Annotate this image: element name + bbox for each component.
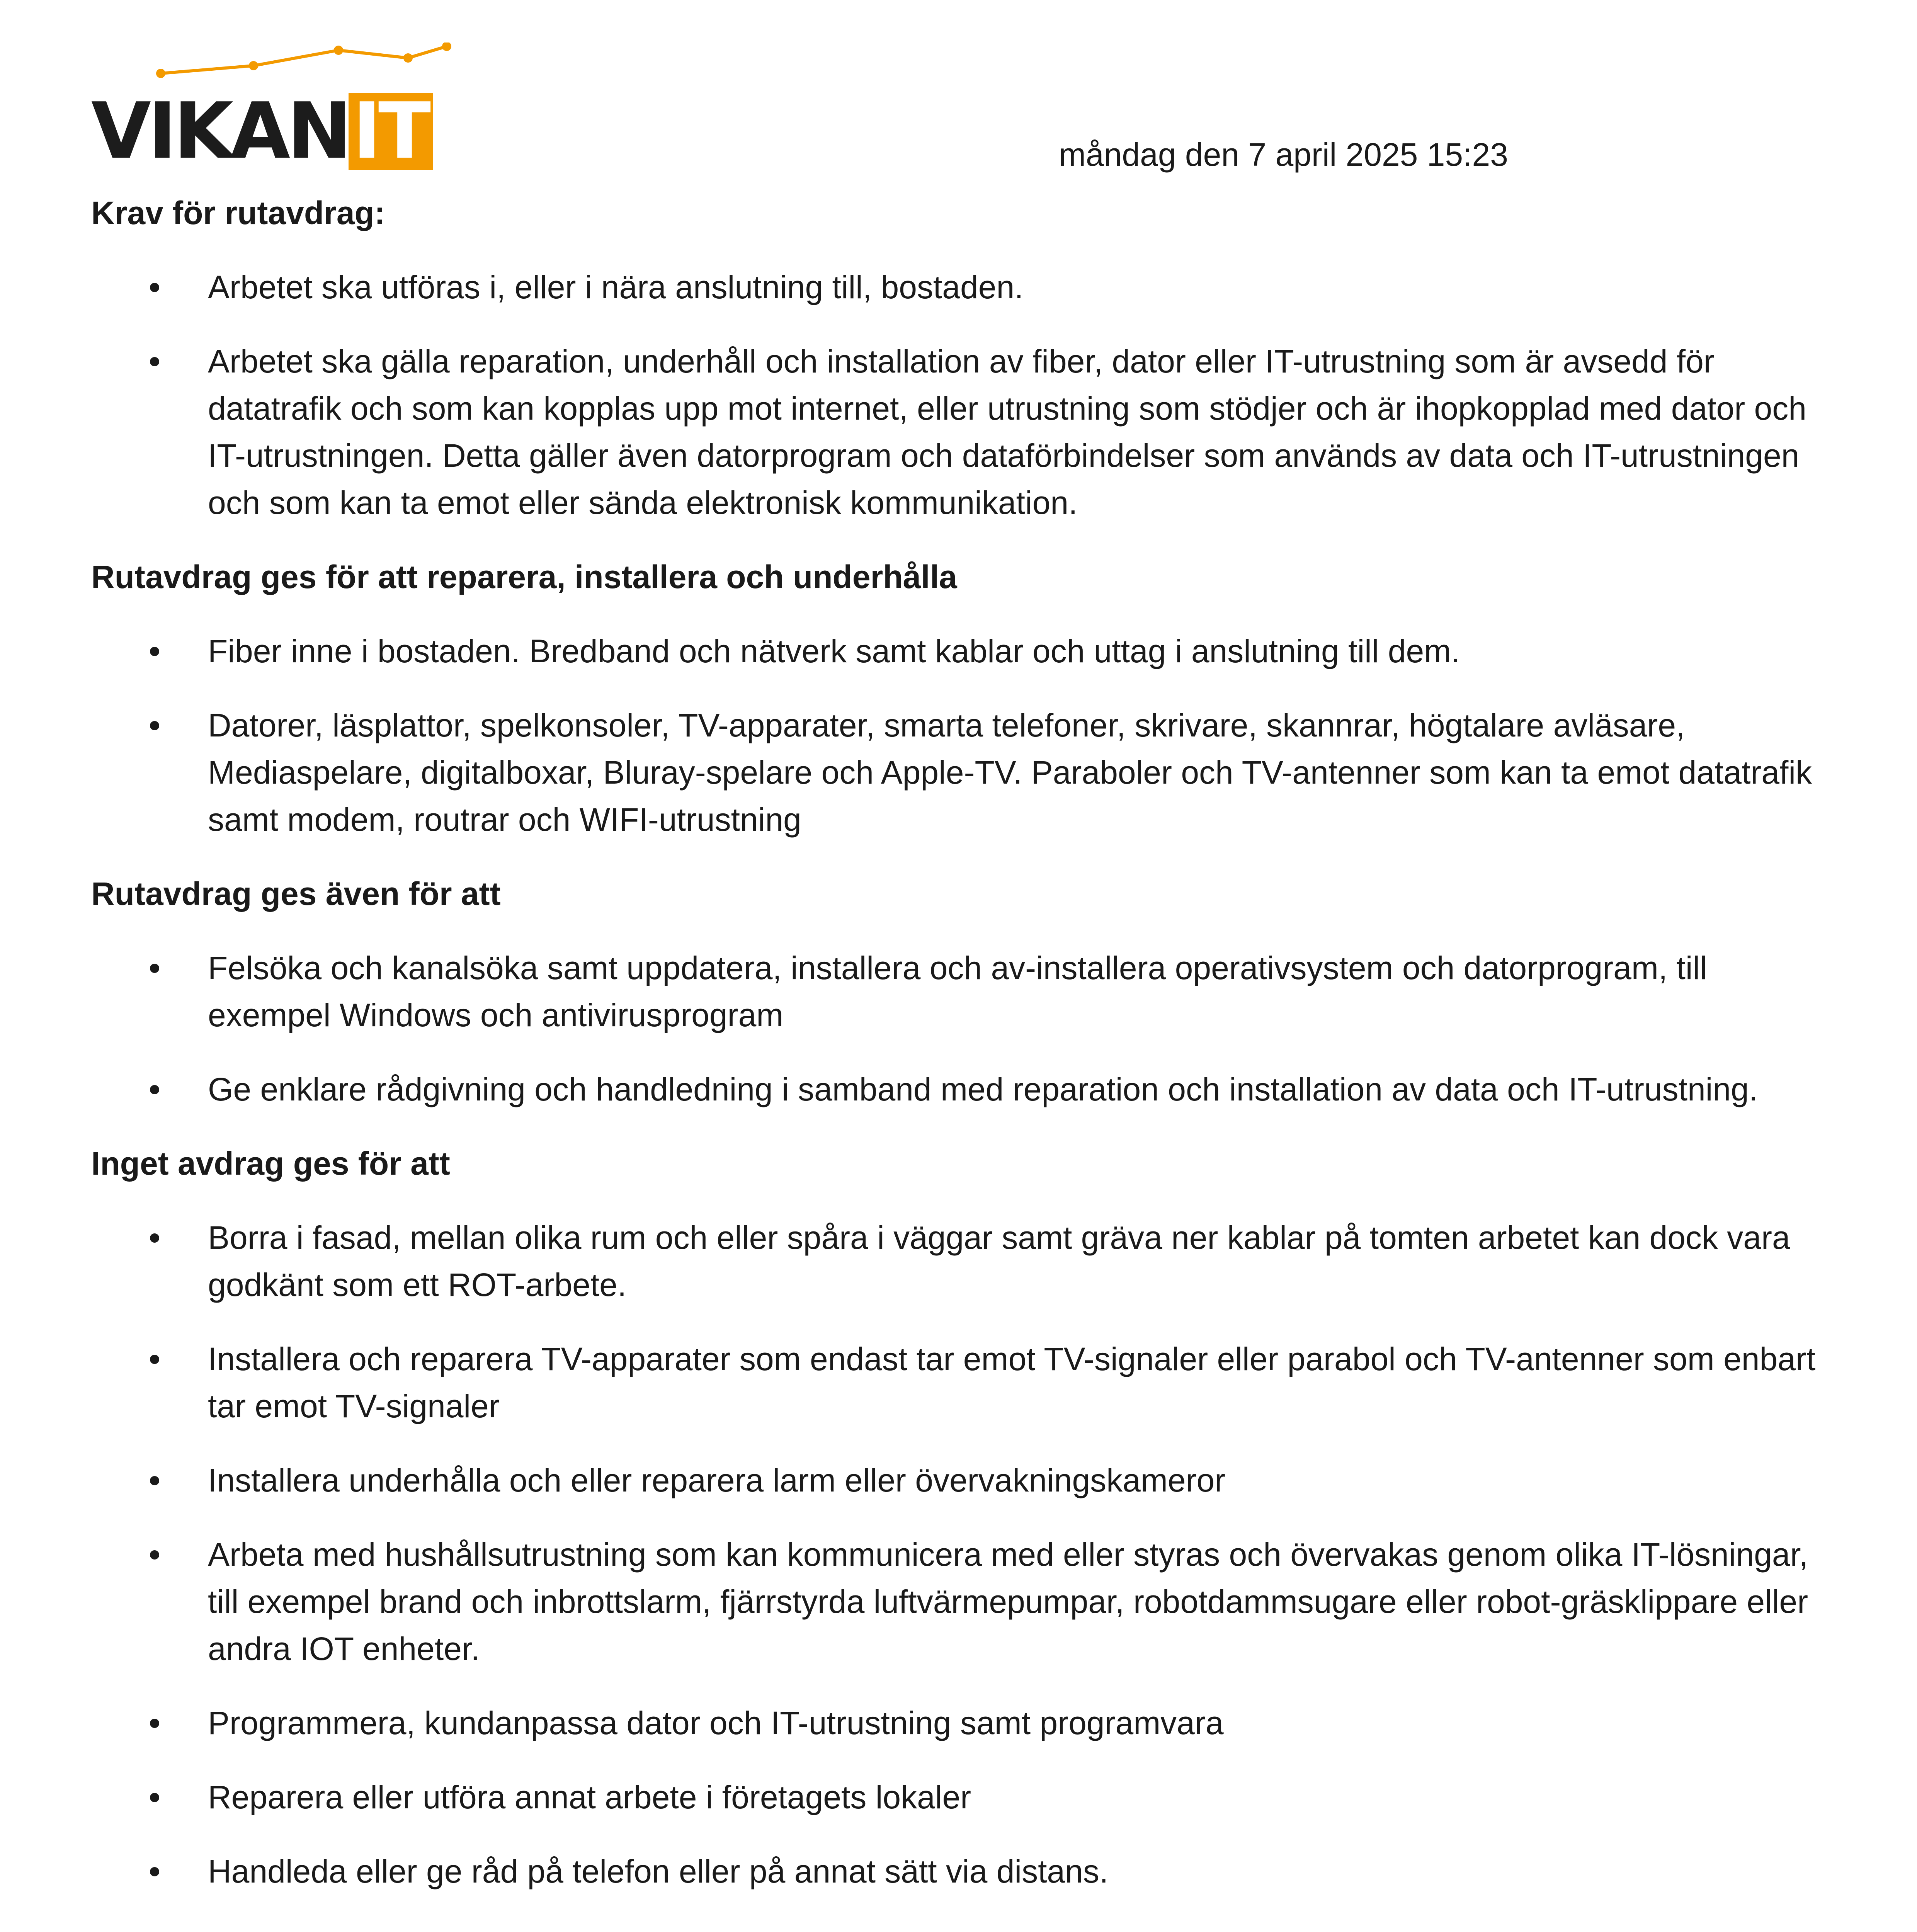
list-item: Installera och reparera TV-apparater som endast tar emot TV-signaler eller parabol och TV-antenner som enbart tar emot TV-signaler — [91, 1335, 1838, 1430]
document-date: måndag den 7 april 2025 15:23 — [1059, 136, 1508, 173]
bullet-icon — [150, 1085, 159, 1094]
list-item: Handleda eller ge råd på telefon eller på annat sätt via distans. — [91, 1848, 1838, 1895]
section-list-krav — [91, 264, 1838, 526]
bullet-icon — [150, 1719, 159, 1728]
list-item: Installera underhålla och eller reparera larm eller övervakningskameror — [91, 1457, 1838, 1504]
logo-accent: IT — [349, 93, 433, 170]
bullet-icon — [150, 1550, 159, 1560]
section-list-inget-avdrag — [91, 1214, 1838, 1895]
section-heading-rut: Rutavdrag ges för att reparera, installera och underhålla — [91, 559, 957, 595]
list-item: Ge enklare rådgivning och handledning i samband med reparation och installation av data och IT-utrustning. — [91, 1066, 1838, 1113]
list-item: Arbetet ska gälla reparation, underhåll och installation av fiber, dator eller IT-utrustning som är avsedd för datatrafik och som kan kopplas upp mot internet, eller utrustning som stödjer och är ihopkopplad med dator och IT-utrustningen. Detta gäller även datorprogram och dataförbindelser som används av data och IT-utrustningen och som kan ta emot eller sända elektronisk kommunikation. — [91, 338, 1838, 526]
section-heading-krav: Krav för rutavdrag: — [91, 195, 385, 231]
bullet-icon — [150, 357, 159, 366]
bullet-icon — [150, 721, 159, 730]
bullet-icon — [150, 647, 159, 656]
list-item: Fiber inne i bostaden. Bredband och nätverk samt kablar och uttag i anslutning till dem. — [91, 628, 1838, 675]
bullet-icon — [150, 1355, 159, 1364]
bullet-icon — [150, 964, 159, 973]
list-item: Borra i fasad, mellan olika rum och eller spåra i väggar samt gräva ner kablar på tomten arbetet kan dock vara godkänt som ett ROT-arbete. — [91, 1214, 1838, 1308]
bullet-icon — [150, 1867, 159, 1876]
list-item: Programmera, kundanpassa dator och IT-utrustning samt programvara — [91, 1699, 1838, 1747]
bullet-icon — [150, 1233, 159, 1243]
section-list-rut-aven — [91, 944, 1838, 1113]
logo-word: VIKAN — [91, 86, 349, 176]
list-item: Arbetet ska utföras i, eller i nära anslutning till, bostaden. — [91, 264, 1838, 311]
list-item: Datorer, läsplattor, spelkonsoler, TV-apparater, smarta telefoner, skrivare, skannrar, högtalare avläsare, Mediaspelare, digitalboxar, Bluray-spelare och Apple-TV. Paraboler och TV-antenner som kan ta emot datatrafik samt modem, routrar och WIFI-utrustning — [91, 702, 1838, 843]
section-heading-inget-avdrag: Inget avdrag ges för att — [91, 1145, 450, 1182]
list-item: Felsöka och kanalsöka samt uppdatera, installera och av-installera operativsystem och datorprogram, till exempel Windows och antivirusprogram — [91, 944, 1838, 1039]
document-body — [91, 182, 1838, 1932]
list-item: Arbeta med hushållsutrustning som kan kommunicera med eller styras och övervakas genom olika IT-lösningar, till exempel brand och inbrottslarm, fjärrstyrda luftvärmepumpar, robotdammsugare eller robot-gräsklippare eller andra IOT enheter. — [91, 1531, 1838, 1672]
bullet-icon — [150, 283, 159, 292]
bullet-icon — [150, 1476, 159, 1485]
section-heading-rut-aven: Rutavdrag ges även för att — [91, 876, 501, 912]
section-list-rut — [91, 628, 1838, 843]
bullet-icon — [150, 1793, 159, 1802]
list-item: Reparera eller utföra annat arbete i företagets lokaler — [91, 1774, 1838, 1821]
